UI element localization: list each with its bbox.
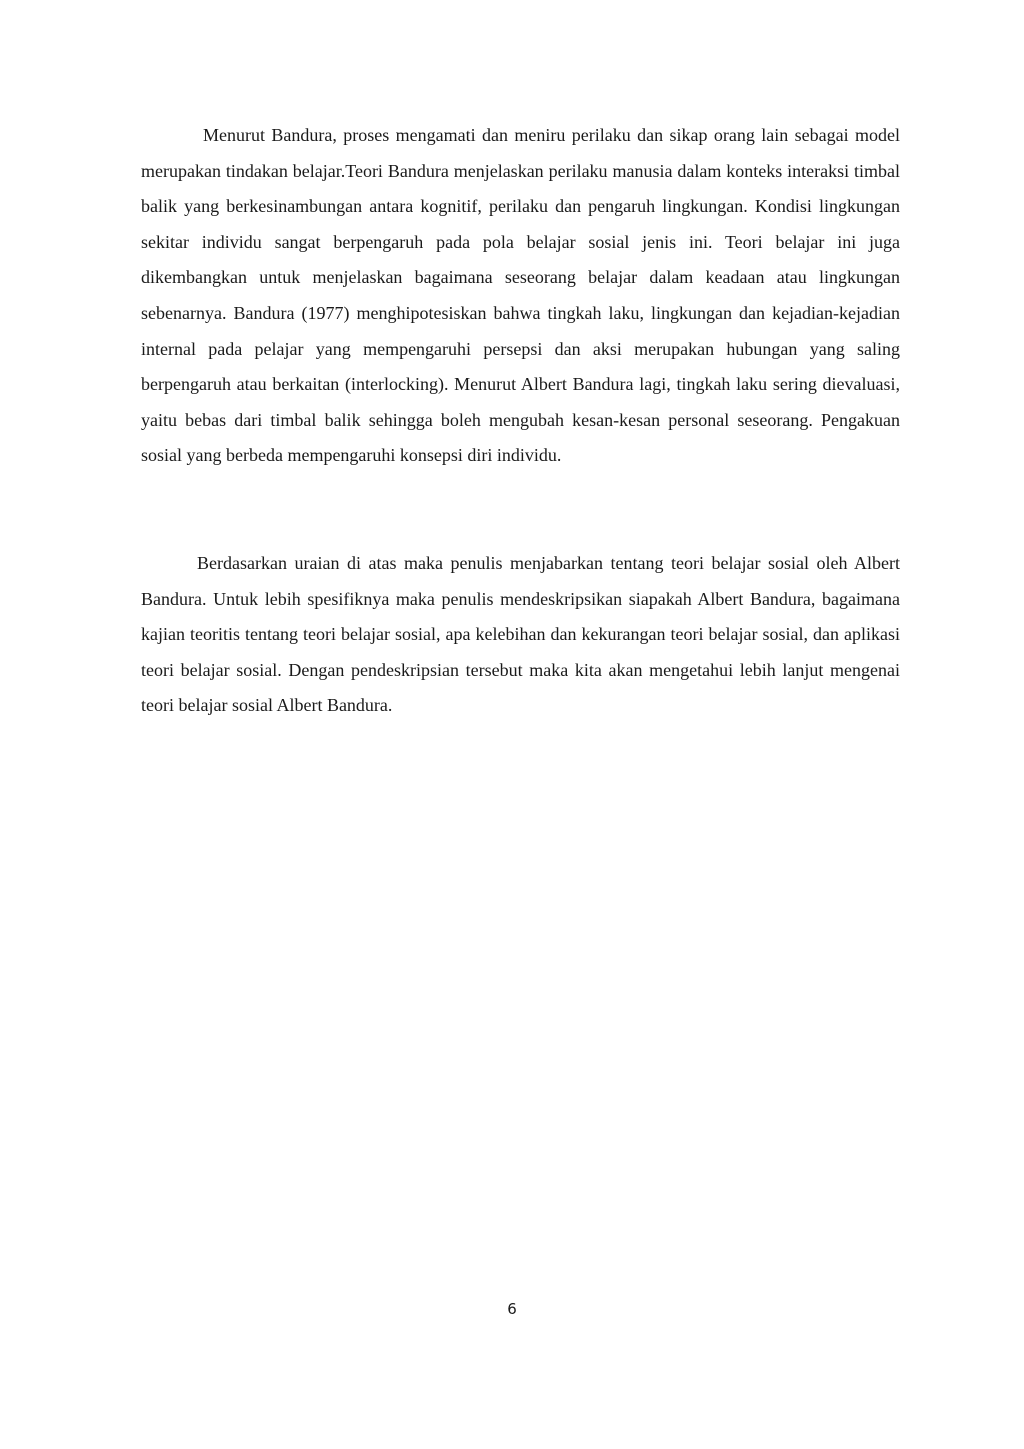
paragraph-scope-description: Berdasarkan uraian di atas maka penulis menjabarkan tentang teori belajar sosial oleh Albert Bandura. Untuk lebih spesifiknya maka penulis mendeskripsikan siapakah Albert Bandura, bagaimana kajian teoritis tentang teori belajar sosial, apa kelebihan dan kekurangan teori belajar sosial, dan aplikasi teori belajar sosial. Dengan pendeskripsian tersebut maka kita akan mengetahui lebih lanjut mengenai teori belajar sosial Albert Bandura. — [141, 553, 900, 716]
paragraph-bandura-theory: Menurut Bandura, proses mengamati dan meniru perilaku dan sikap orang lain sebagai model merupakan tindakan belajar.Teori Bandura menjelaskan perilaku manusia dalam konteks interaksi timbal balik yang berkesinambungan antara kognitif, perilaku dan pengaruh lingkungan. Kondisi lingkungan sekitar individu sangat berpengaruh pada pola belajar sosial jenis ini. Teori belajar ini juga dikembangkan untuk menjelaskan bagaimana seseorang belajar dalam keadaan atau lingkungan sebenarnya. Bandura (1977) menghipotesiskan bahwa tingkah laku, lingkungan dan kejadian-kejadian internal pada pelajar yang mempengaruhi persepsi dan aksi merupakan hubungan yang saling berpengaruh atau berkaitan (interlocking). Menurut Albert Bandura lagi, tingkah laku sering dievaluasi, yaitu bebas dari timbal balik sehingga boleh mengubah kesan-kesan personal seseorang. Pengakuan sosial yang berbeda mempengaruhi konsepsi diri individu. — [141, 125, 900, 466]
page-number: 6 — [507, 1300, 517, 1318]
